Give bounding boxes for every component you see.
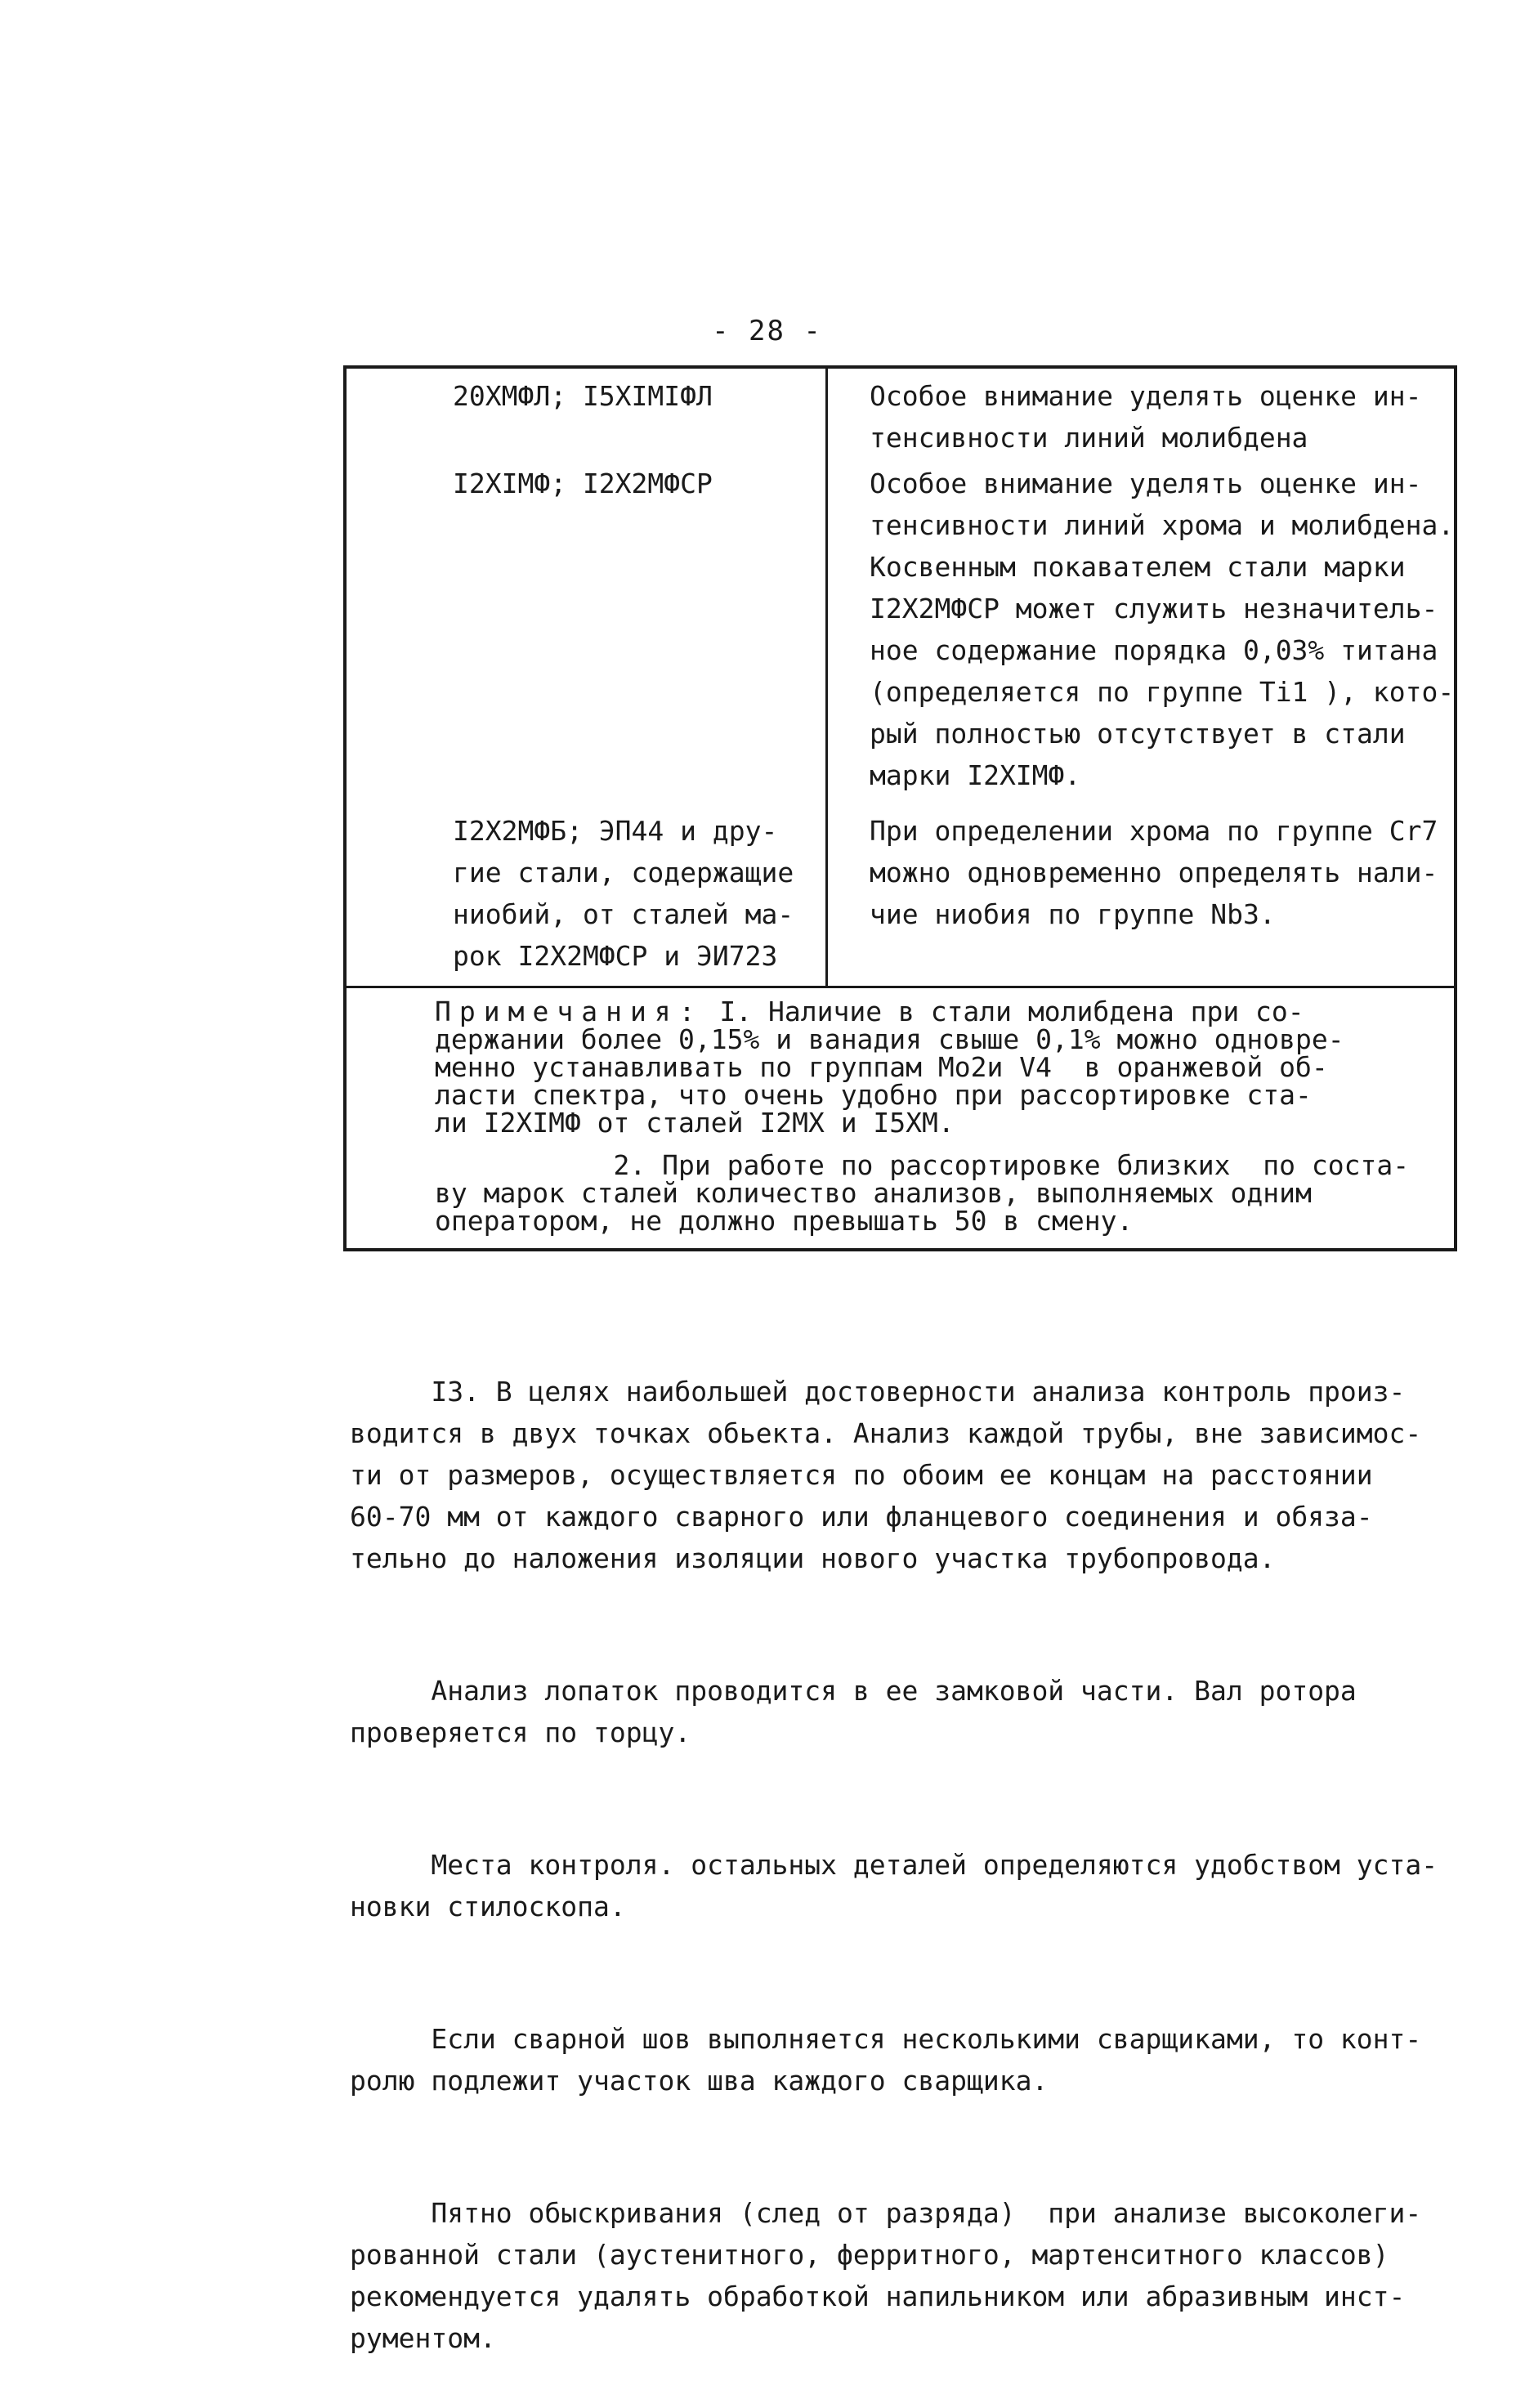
table-row-1-grades: 20ХМФЛ; I5XIMIФЛ — [453, 380, 713, 412]
table-row-3-note: При определении хрома по группе Cr7 можно одновременно определять нали- чие ниобия по группе Nb3. — [870, 815, 1438, 930]
body-text — [350, 1287, 1461, 2408]
note-1: I. Наличие в стали молибдена при со- держании более 0,15% и ванадия свыше 0,1% можно одновре- менно устанавливать по группам Mo2и V4 в оранжевой об- ласти спектра, что очень удобно при рассортировке ста- ли I2XIМФ от сталей I2МХ и I5ХМ. — [435, 996, 1344, 1139]
page-number: - 28 - — [712, 315, 822, 347]
table-notes — [435, 998, 1440, 1235]
row-divider — [347, 986, 1454, 988]
table-row-2-grades: I2XIМФ; I2X2МФСР — [453, 468, 713, 499]
column-divider — [825, 369, 828, 986]
table-row-1-note: Особое внимание уделять оценке ин- тенсивности линий молибдена — [870, 380, 1422, 454]
steel-grade-table — [343, 365, 1457, 1251]
table-row-3-grades: I2X2МФБ; ЭП44 и дру- гие стали, содержащие ниобий, от сталей ма- рок I2X2МФСР и ЭИ723 — [453, 815, 794, 972]
notes-heading: Примечания: — [435, 996, 704, 1027]
table-row-2-note: Особое внимание уделять оценке ин- тенсивности линий хрома и молибдена. Косвенным покавателем стали марки I2X2МФСР может служить незначитель- ное содержание порядка 0,03% титана (определяется по группе Ti1 ), кото- рый полностью отсутствует в стали марки I2XIМФ. — [870, 468, 1455, 791]
paragraph-13: I3. В целях наибольшей достоверности анализа контроль произ- водится в двух точках обьекта. Анализ каждой трубы, вне зависимос- ти от размеров, осуществляется по обоим ее концам на расстоянии 60-70 мм от каждого сварного или фланцевого соединения и обяза- тельно до наложения изоляции нового участка трубопровода. — [350, 1376, 1422, 1574]
paragraph-spark-spot: Пятно обыскривания (след от разряда) при анализе высоколеги- рованной стали (аустенитного, ферритного, мартенситного классов) рекомендуется удалять обработкой напильником или абразивным инст- рументом. — [350, 2197, 1422, 2354]
paragraph-blades: Анализ лопаток проводится в ее замковой части. Вал ротора проверяется по торцу. — [350, 1675, 1357, 1748]
paragraph-welders: Если сварной шов выполняется несколькими сварщиками, то конт- ролю подлежит участок шва каждого сварщика. — [350, 2023, 1422, 2097]
note-2: 2. При работе по рассортировке близких по соста- ву марок сталей количество анализов, выполняемых одним оператором, не должно превышать 50 в смену. — [435, 1149, 1410, 1237]
paragraph-control-points: Места контроля. остальных деталей определяются удобством уста- новки стилоскопа. — [350, 1849, 1438, 1922]
